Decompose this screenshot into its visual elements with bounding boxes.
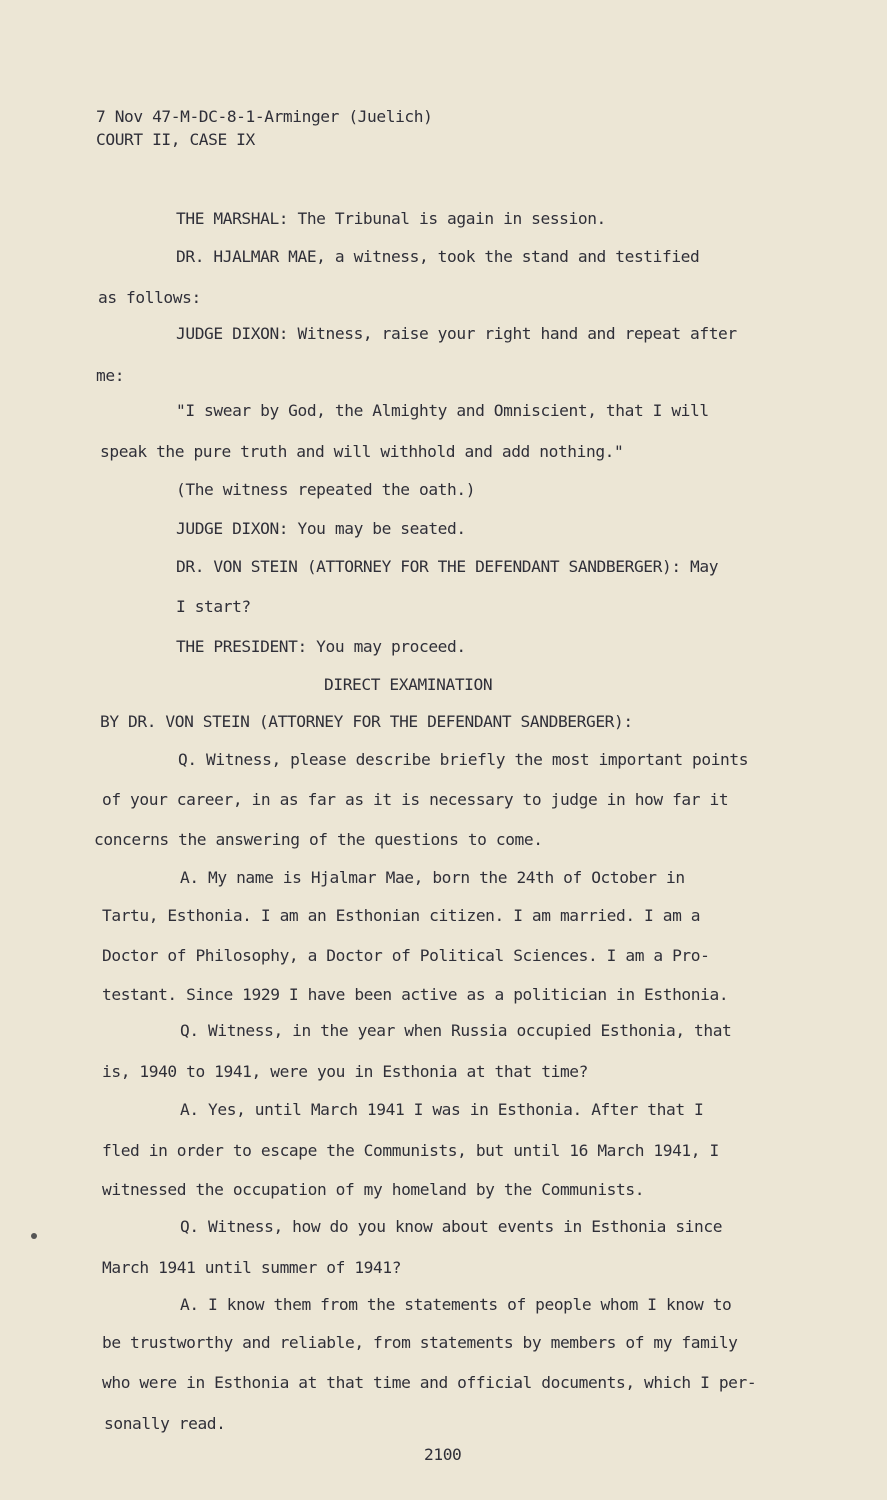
punch-hole-mark [31,1233,37,1239]
page-number: 2100 [424,1445,462,1464]
transcript-line: (The witness repeated the oath.) [176,480,476,499]
transcript-line: be trustworthy and reliable, from statements by members of my family [102,1333,738,1352]
transcript-line: "I swear by God, the Almighty and Omniscient, that I will [176,401,709,420]
transcript-line: Q. Witness, how do you know about events in Esthonia since [180,1217,723,1236]
transcript-line: Tartu, Esthonia. I am an Esthonian citizen. I am married. I am a [102,906,701,925]
transcript-line: A. My name is Hjalmar Mae, born the 24th of October in [180,868,685,887]
transcript-line: March 1941 until summer of 1941? [102,1258,402,1277]
transcript-line: JUDGE DIXON: You may be seated. [176,519,466,538]
transcript-line: DR. HJALMAR MAE, a witness, took the stand and testified [176,247,700,266]
transcript-line: of your career, in as far as it is necessary to judge in how far it [102,790,729,809]
transcript-line: is, 1940 to 1941, were you in Esthonia at that time? [102,1062,588,1081]
header-line-2: COURT II, CASE IX [96,130,255,149]
section-heading: DIRECT EXAMINATION [324,675,493,694]
transcript-line: as follows: [98,288,201,307]
transcript-line: A. I know them from the statements of people whom I know to [180,1295,732,1314]
transcript-line: testant. Since 1929 I have been active as a politician in Esthonia. [102,985,729,1004]
transcript-line: sonally read. [104,1414,226,1433]
transcript-line: I start? [176,597,251,616]
transcript-line: who were in Esthonia at that time and official documents, which I per- [102,1373,757,1392]
header-line-1: 7 Nov 47-M-DC-8-1-Arminger (Juelich) [96,107,433,126]
transcript-line: concerns the answering of the questions to come. [94,830,543,849]
transcript-line: Doctor of Philosophy, a Doctor of Political Sciences. I am a Pro- [102,946,710,965]
transcript-line: BY DR. VON STEIN (ATTORNEY FOR THE DEFENDANT SANDBERGER): [100,712,633,731]
transcript-line: witnessed the occupation of my homeland by the Communists. [102,1180,645,1199]
transcript-line: DR. VON STEIN (ATTORNEY FOR THE DEFENDANT SANDBERGER): May [176,557,719,576]
transcript-line: A. Yes, until March 1941 I was in Esthonia. After that I [180,1100,704,1119]
transcript-line: me: [96,366,125,385]
transcript-line: speak the pure truth and will withhold and add nothing." [100,442,624,461]
transcript-line: Q. Witness, in the year when Russia occupied Esthonia, that [180,1021,732,1040]
transcript-line: THE MARSHAL: The Tribunal is again in session. [176,209,606,228]
transcript-line: Q. Witness, please describe briefly the most important points [178,750,749,769]
transcript-line: fled in order to escape the Communists, but until 16 March 1941, I [102,1141,719,1160]
transcript-line: THE PRESIDENT: You may proceed. [176,637,466,656]
transcript-line: JUDGE DIXON: Witness, raise your right hand and repeat after [176,324,737,343]
